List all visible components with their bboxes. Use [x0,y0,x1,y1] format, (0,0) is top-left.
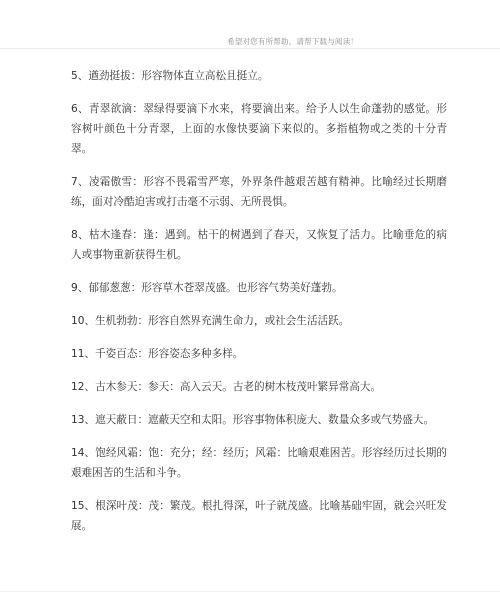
item-number: 11、 [71,347,96,360]
list-item [71,377,447,397]
item-definition: ：茂：繁茂。根扎得深，叶子就茂盛。比喻基础牢固，就会兴旺发展。 [71,499,448,532]
item-number: 5、 [71,69,89,82]
list-item [71,99,447,159]
list-item [71,66,447,86]
item-definition: ：饱：充分；经：经历；风霜：比喻艰难困苦。形容经历过长期的艰难困苦的生活和斗争。 [71,446,448,479]
item-term: 生机勃勃 [95,314,138,327]
item-number: 9、 [71,281,89,294]
item-number: 6、 [71,102,89,115]
list-item [71,311,447,331]
item-term: 凌霜傲雪 [88,175,133,188]
item-definition: ：参天：高入云天。古老的树木枝茂叶繁异常高大。 [137,380,382,393]
item-number: 15、 [71,499,96,512]
item-definition: ：逢：遇到。枯干的树遇到了春天，又恢复了活力。比喻垂危的病人或事物重新获得生机。 [71,228,448,261]
list-item [71,278,447,298]
item-term: 枯木逢春 [88,228,133,241]
list-item [71,225,447,265]
list-item [71,496,447,536]
item-definition: ：形容草木苍翠茂盛。也形容气势美好蓬勃。 [130,281,343,294]
item-definition: ：形容不畏霜雪严寒，外界条件越艰苦越有精神。比喻经过长期磨练，面对冷酷迫害或打击毫不示弱、无所畏惧。 [71,175,448,208]
item-number: 7、 [71,175,89,188]
item-number: 13、 [71,413,96,426]
item-term: 遮天蔽日 [95,413,138,426]
list-item [71,443,447,483]
list-item [71,410,447,430]
item-number: 10、 [71,314,96,327]
item-number: 14、 [71,446,96,459]
item-number: 12、 [71,380,96,393]
footer-divider [0,591,500,592]
item-term: 饱经风霜 [95,446,138,459]
item-term: 千姿百态 [95,347,138,360]
item-definition: ：形容物体直立高松且挺立。 [130,69,269,82]
header-note: 希望对您有所帮助，请帮下载与阅读！ [227,37,358,46]
header-divider [0,48,500,49]
item-definition: ：形容姿态多种多样。 [137,347,244,360]
item-term: 郁郁葱葱 [88,281,131,294]
item-term: 青翠欲滴 [88,102,133,115]
idiom-list [71,55,447,549]
item-definition: ：遮蔽天空和太阳。形容事物体积庞大、数量众多或气势盛大。 [137,413,435,426]
item-term: 古木参天 [95,380,138,393]
item-definition: ：形容自然界充满生命力，或社会生活活跃。 [137,314,350,327]
item-number: 8、 [71,228,89,241]
list-item [71,172,447,212]
item-definition: ：翠绿得要滴下水来，将要滴出来。给予人以生命蓬勃的感觉。形容树叶颜色十分青翠，上面的水像快要滴下来似的。多指植物或之类的十分青翠。 [71,102,448,155]
list-item [71,344,447,364]
item-term: 遒劲挺拔 [88,69,131,82]
item-term: 根深叶茂 [95,499,138,512]
